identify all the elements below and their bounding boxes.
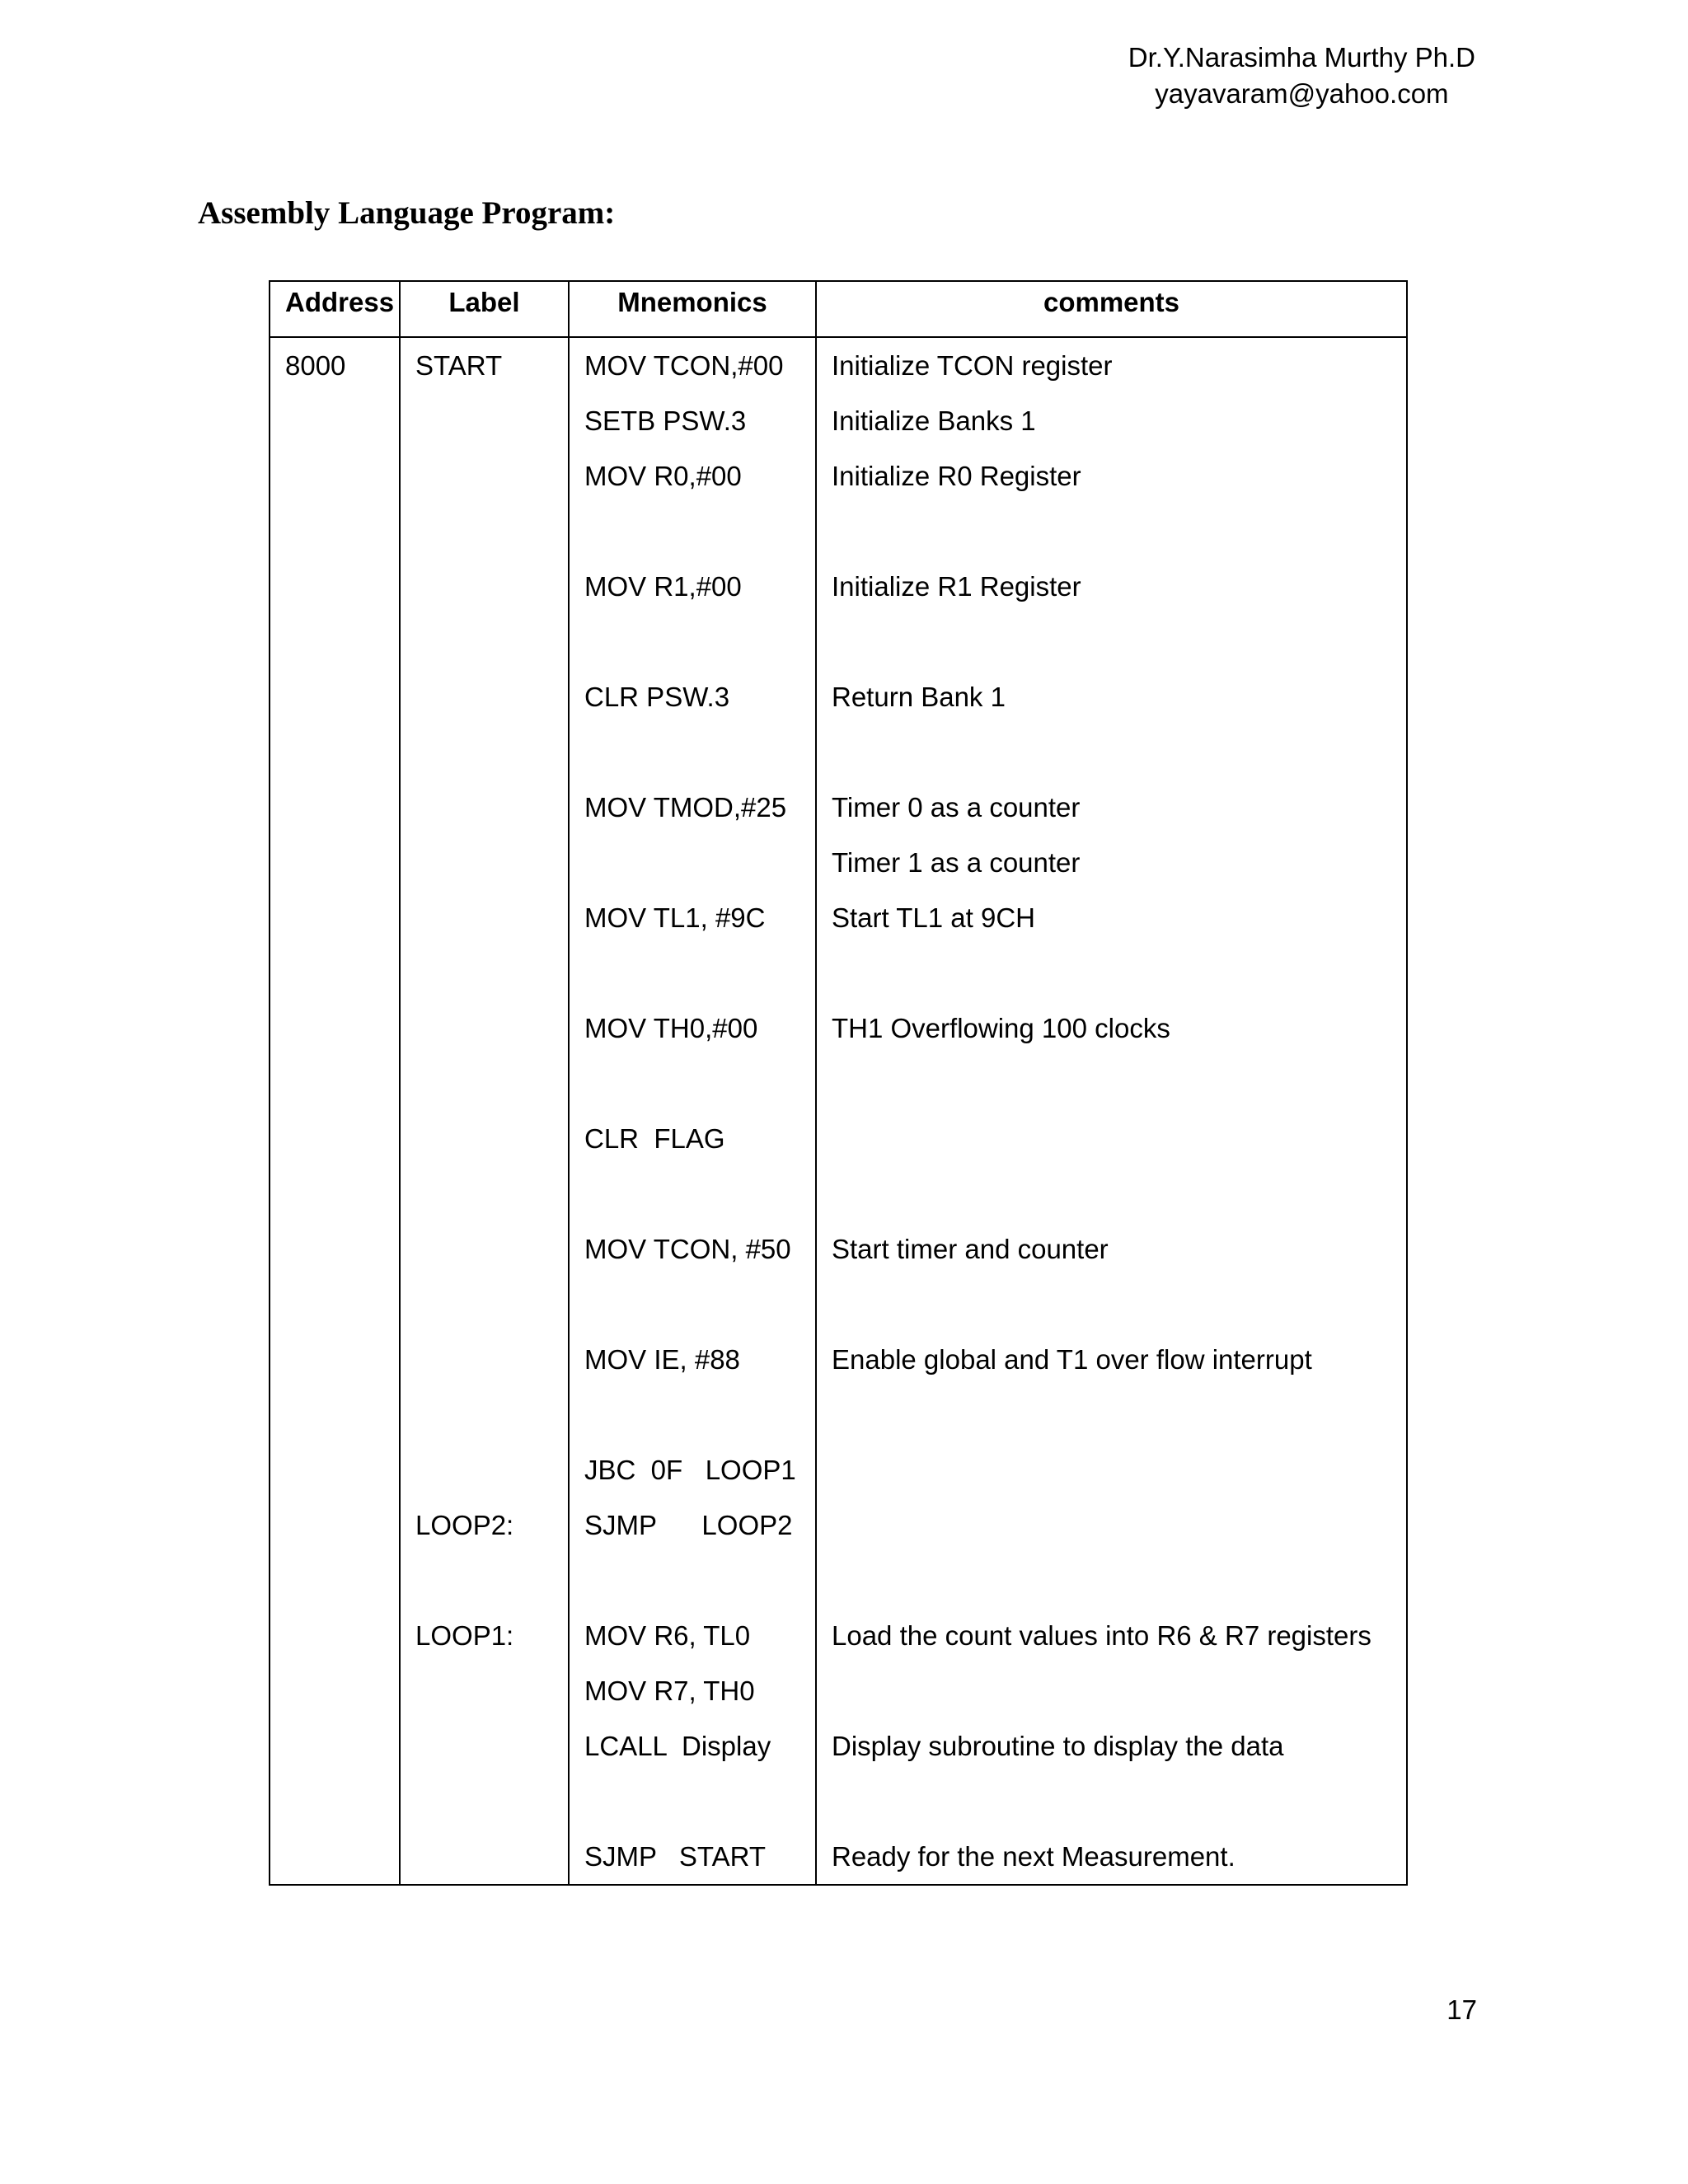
cell-address [270,1442,400,1497]
cell-label [400,780,569,835]
table-row [270,1497,1407,1553]
cell-comment [816,1387,1407,1442]
cell-address [270,835,400,890]
cell-mnemonic: MOV R6, TL0 [569,1608,816,1663]
cell-label [400,724,569,780]
cell-address [270,614,400,669]
cell-label [400,1056,569,1111]
column-header-mnemonics: Mnemonics [569,281,816,337]
cell-address [270,1332,400,1387]
cell-mnemonic: CLR FLAG [569,1111,816,1166]
table-row [270,1387,1407,1442]
cell-address [270,1111,400,1166]
cell-mnemonic: MOV TL1, #9C [569,890,816,945]
column-header-comments: comments [816,281,1407,337]
cell-comment: Start timer and counter [816,1221,1407,1277]
cell-address [270,780,400,835]
cell-label [400,393,569,448]
table-row [270,1001,1407,1056]
table-row [270,1111,1407,1166]
cell-comment: Initialize R1 Register [816,559,1407,614]
table-row [270,1332,1407,1387]
cell-mnemonic [569,945,816,1001]
table-row [270,835,1407,890]
table-header-row [270,281,1407,337]
cell-mnemonic: MOV R7, TH0 [569,1663,816,1718]
cell-label [400,1442,569,1497]
cell-label [400,1718,569,1774]
cell-mnemonic: SJMP START [569,1829,816,1885]
cell-address [270,669,400,724]
cell-address [270,1221,400,1277]
column-header-address: Address [270,281,400,337]
cell-label [400,504,569,559]
cell-label [400,559,569,614]
table-row [270,890,1407,945]
cell-label [400,1663,569,1718]
program-table-body [270,337,1407,1885]
cell-address [270,945,400,1001]
cell-label [400,1332,569,1387]
table-row [270,945,1407,1001]
cell-mnemonic [569,1774,816,1829]
cell-address [270,1774,400,1829]
cell-comment [816,614,1407,669]
table-row [270,724,1407,780]
cell-address [270,724,400,780]
cell-label [400,1221,569,1277]
cell-comment: Timer 0 as a counter [816,780,1407,835]
cell-comment: TH1 Overflowing 100 clocks [816,1001,1407,1056]
cell-label [400,1277,569,1332]
cell-mnemonic: MOV R1,#00 [569,559,816,614]
cell-address [270,1608,400,1663]
author-name: Dr.Y.Narasimha Murthy Ph.D [1128,42,1475,73]
table-row [270,1277,1407,1332]
cell-mnemonic [569,1056,816,1111]
cell-label: LOOP1: [400,1608,569,1663]
table-row [270,504,1407,559]
cell-mnemonic [569,835,816,890]
table-row [270,669,1407,724]
table-row [270,559,1407,614]
cell-label [400,1111,569,1166]
cell-comment: Return Bank 1 [816,669,1407,724]
cell-mnemonic [569,1387,816,1442]
cell-mnemonic: SETB PSW.3 [569,393,816,448]
cell-label: START [400,337,569,393]
cell-address [270,504,400,559]
table-row [270,1718,1407,1774]
cell-address [270,393,400,448]
cell-label [400,835,569,890]
table-row [270,780,1407,835]
cell-comment [816,1774,1407,1829]
cell-comment [816,1277,1407,1332]
table-row [270,1829,1407,1885]
cell-mnemonic [569,1277,816,1332]
cell-label: LOOP2: [400,1497,569,1553]
cell-address [270,1166,400,1221]
table-row [270,1774,1407,1829]
cell-label [400,669,569,724]
cell-label [400,614,569,669]
cell-comment: Initialize Banks 1 [816,393,1407,448]
cell-address [270,559,400,614]
cell-address [270,1056,400,1111]
cell-label [400,1829,569,1885]
program-table [269,280,1408,1886]
table-row [270,614,1407,669]
table-row [270,1553,1407,1608]
cell-mnemonic: JBC 0F LOOP1 [569,1442,816,1497]
table-row [270,1608,1407,1663]
cell-mnemonic: LCALL Display [569,1718,816,1774]
cell-mnemonic: MOV TCON, #50 [569,1221,816,1277]
cell-mnemonic: MOV TH0,#00 [569,1001,816,1056]
table-row [270,1442,1407,1497]
cell-mnemonic [569,614,816,669]
cell-comment: Timer 1 as a counter [816,835,1407,890]
table-row [270,448,1407,504]
cell-comment [816,1497,1407,1553]
cell-comment [816,724,1407,780]
cell-mnemonic [569,724,816,780]
cell-mnemonic [569,1553,816,1608]
page-header [1128,40,1475,112]
cell-comment [816,1442,1407,1497]
cell-mnemonic: SJMP LOOP2 [569,1497,816,1553]
table-row [270,1056,1407,1111]
cell-mnemonic: MOV R0,#00 [569,448,816,504]
cell-mnemonic: CLR PSW.3 [569,669,816,724]
author-email: yayavaram@yahoo.com [1155,78,1449,109]
cell-label [400,1387,569,1442]
cell-comment: Initialize TCON register [816,337,1407,393]
cell-label [400,1774,569,1829]
cell-comment [816,1056,1407,1111]
cell-address [270,448,400,504]
cell-mnemonic [569,504,816,559]
cell-comment: Ready for the next Measurement. [816,1829,1407,1885]
cell-address [270,1829,400,1885]
table-row [270,393,1407,448]
cell-comment [816,1553,1407,1608]
section-heading: Assembly Language Program: [198,195,616,231]
cell-label [400,1166,569,1221]
cell-comment [816,945,1407,1001]
column-header-label: Label [400,281,569,337]
cell-address [270,1387,400,1442]
table-row [270,337,1407,393]
page-number: 17 [1447,1994,1477,2025]
cell-label [400,1001,569,1056]
cell-mnemonic: MOV TMOD,#25 [569,780,816,835]
cell-comment: Initialize R0 Register [816,448,1407,504]
cell-comment [816,1663,1407,1718]
table-row [270,1166,1407,1221]
cell-mnemonic: MOV TCON,#00 [569,337,816,393]
cell-address: 8000 [270,337,400,393]
cell-address [270,1497,400,1553]
cell-address [270,1553,400,1608]
cell-mnemonic: MOV IE, #88 [569,1332,816,1387]
cell-address [270,1001,400,1056]
cell-comment [816,1166,1407,1221]
cell-address [270,890,400,945]
cell-comment: Load the count values into R6 & R7 registers [816,1608,1407,1663]
table-row [270,1663,1407,1718]
cell-comment [816,504,1407,559]
cell-mnemonic [569,1166,816,1221]
cell-label [400,1553,569,1608]
cell-comment: Start TL1 at 9CH [816,890,1407,945]
cell-address [270,1663,400,1718]
cell-comment [816,1111,1407,1166]
cell-comment: Enable global and T1 over flow interrupt [816,1332,1407,1387]
cell-comment: Display subroutine to display the data [816,1718,1407,1774]
cell-address [270,1718,400,1774]
cell-label [400,448,569,504]
table-row [270,1221,1407,1277]
cell-label [400,890,569,945]
cell-label [400,945,569,1001]
cell-address [270,1277,400,1332]
